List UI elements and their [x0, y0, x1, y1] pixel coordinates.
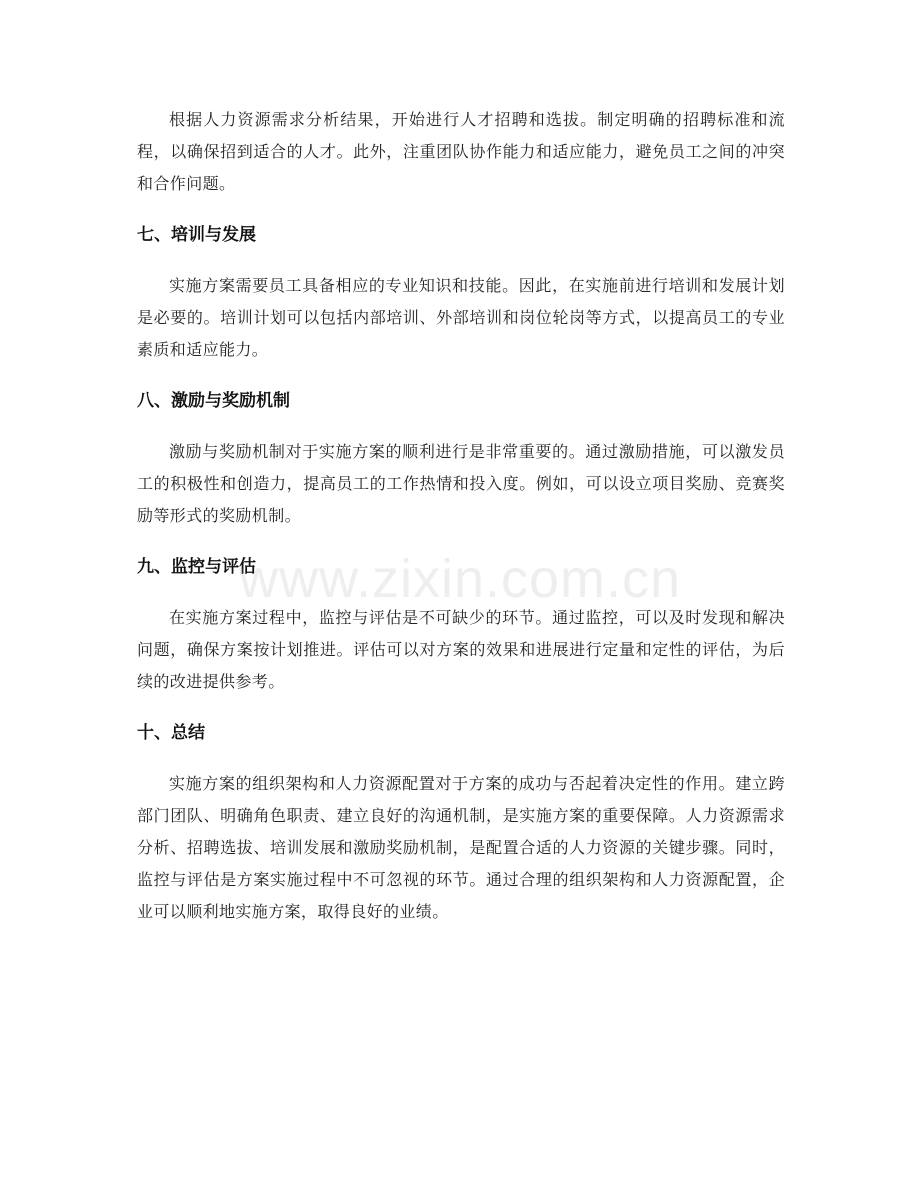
section-heading-monitoring: 九、监控与评估: [137, 557, 256, 577]
section-heading-incentives: 八、激励与奖励机制: [137, 391, 290, 411]
watermark-text: www.zixin.com.cn: [238, 549, 682, 609]
section-heading-training: 七、培训与发展: [137, 225, 256, 245]
section-paragraph-training: 实施方案需要员工具备相应的专业知识和技能。因此，在实施前进行培训和发展计划是必要的。培训计划可以包括内部培训、外部培训和岗位轮岗等方式，以提高员工的专业素质和适应能力。: [137, 276, 785, 359]
document-body: [137, 104, 785, 928]
section-heading-summary: 十、总结: [137, 723, 205, 743]
section-paragraph-incentives: 激励与奖励机制对于实施方案的顺利进行是非常重要的。通过激励措施，可以激发员工的积极性和创造力，提高员工的工作热情和投入度。例如，可以设立项目奖励、竞赛奖励等形式的奖励机制。: [137, 442, 785, 525]
intro-paragraph: 根据人力资源需求分析结果，开始进行人才招聘和选拔。制定明确的招聘标准和流程，以确保招到适合的人才。此外，注重团队协作能力和适应能力，避免员工之间的冲突和合作问题。: [137, 110, 785, 193]
section-paragraph-summary: 实施方案的组织架构和人力资源配置对于方案的成功与否起着决定性的作用。建立跨部门团队、明确角色职责、建立良好的沟通机制，是实施方案的重要保障。人力资源需求分析、招聘选拔、培训发展和激励奖励机制，是配置合适的人力资源的关键步骤。同时，监控与评估是方案实施过程中不可忽视的环节。通过合理的组织架构和人力资源配置，企业可以顺利地实施方案，取得良好的业绩。: [137, 774, 785, 921]
section-paragraph-monitoring: 在实施方案过程中，监控与评估是不可缺少的环节。通过监控，可以及时发现和解决问题，确保方案按计划推进。评估可以对方案的效果和进展进行定量和定性的评估，为后续的改进提供参考。: [137, 608, 785, 691]
